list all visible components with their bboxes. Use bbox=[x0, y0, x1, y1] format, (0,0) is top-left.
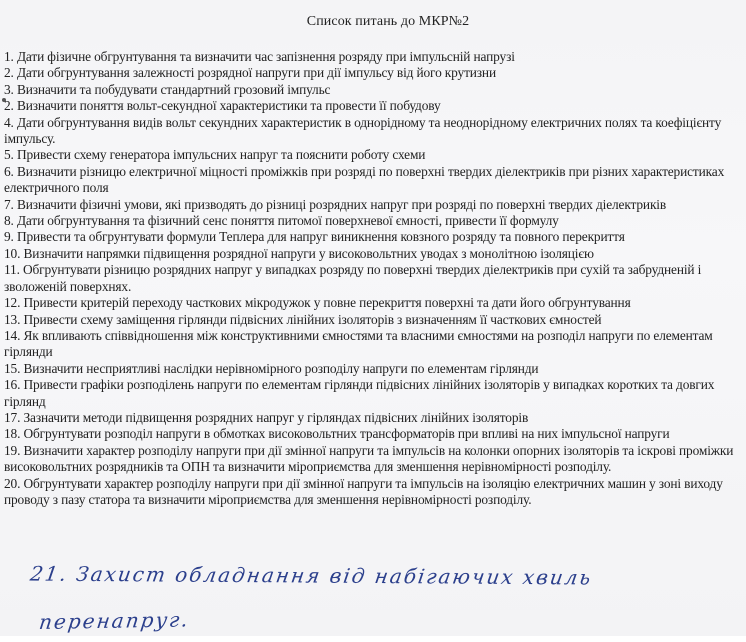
list-item: 8. Дати обгрунтування та фізичний сенс поняття питомої поверхневої ємності, привести її формулу bbox=[4, 213, 559, 229]
list-item: 13. Привести схему заміщення гірлянди підвісних лінійних ізоляторів з визначенням її часткових ємностей bbox=[4, 311, 602, 327]
list-item: 15. Визначити несприятливі наслідки нерівномірного розподілу напруги по елементам гірлянди bbox=[4, 360, 539, 376]
handwritten-line: 21. Захист обладнання від набігаючих хвиль bbox=[28, 561, 595, 590]
list-item: 19. Визначити характер розподілу напруги при дії змінної напруги та імпульсів на колонки опорних ізоляторів та іскрові проміжки високовольтних розрядників та ОПН та визначити міроприємства для зменшення нерівномірності розподілу. bbox=[4, 442, 734, 475]
list-item: 11. Обгрунтувати різницю розрядних напруг у випадках розряду по поверхні твердих діелектриків при сухій та забрудненій і зволоженій поверхнях. bbox=[4, 262, 702, 294]
list-item: 17. Зазначити методи підвищення розрядних напруг у гірляндах підвісних лінійних ізоляторів bbox=[4, 409, 529, 425]
list-item: 14. Як впливають співвідношення між конструктивними ємностями та власними ємностями на розподіл напруги по елементам гірлянди bbox=[4, 327, 713, 360]
list-item: 9. Привести та обгрунтувати формули Теплера для напруг виникнення ковзного розряду та повного перекриття bbox=[4, 229, 625, 245]
list-item: 12. Привести критерій переходу часткових мікродужок у повне перекриття поверхні та дати його обгрунтування bbox=[4, 295, 631, 311]
list-item: 4. Дати обгрунтування видів вольт секундних характеристик в однорідному та неоднорідному електричних полях та коефіцієнту імпульсу. bbox=[4, 114, 722, 147]
list-item: 1. Дати фізичне обгрунтування та визначити час запізнення розряду при імпульсній напрузі bbox=[4, 49, 515, 64]
list-item: 5. Привести схему генератора імпульсних напруг та пояснити роботу схеми bbox=[4, 147, 426, 163]
question-list bbox=[4, 49, 740, 508]
list-item: 2. Дати обгрунтування залежності розрядної напруги при дії імпульсу від його крутизни bbox=[4, 65, 496, 81]
list-item: 16. Привести графіки розподілень напруги по елементам гірлянди підвісних лінійних ізоляторів у випадках коротких та довгих гірлянд bbox=[4, 377, 715, 409]
handwritten-note bbox=[30, 556, 730, 636]
list-item: 6. Визначити різницю електричної міцності проміжків при розряді по поверхні твердих діелектриків при різних характеристиках електричного поля bbox=[4, 163, 725, 196]
document-title: Список питань до МКР№2 bbox=[306, 14, 470, 29]
list-item: 2. Визначити поняття вольт-секундної характеристики та провести її побудову bbox=[4, 98, 441, 114]
handwritten-line: перенапруг. bbox=[37, 607, 192, 635]
list-item: 3. Визначити та побудувати стандартний грозовий імпульс bbox=[4, 81, 331, 97]
list-item: 7. Визначити фізичні умови, які призводять до різниці розрядних напруг при розряді по поверхні твердих діелектриків bbox=[4, 196, 667, 212]
list-item: 18. Обгрунтувати розподіл напруги в обмотках високовольтних трансформаторів при впливі на них імпульсної напруги bbox=[4, 426, 670, 442]
list-item: 10. Визначити напрямки підвищення розрядної напруги у високовольтних уводах з монолітною ізоляцією bbox=[4, 245, 594, 261]
list-item: 20. Обгрунтувати характер розподілу напруги при дії змінної напруги та імпульсів на ізоляцію електричних машин у зоні виходу проводу з пазу статора та визначити міроприємства для зменшення нерівномірності розподілу. bbox=[4, 475, 723, 507]
